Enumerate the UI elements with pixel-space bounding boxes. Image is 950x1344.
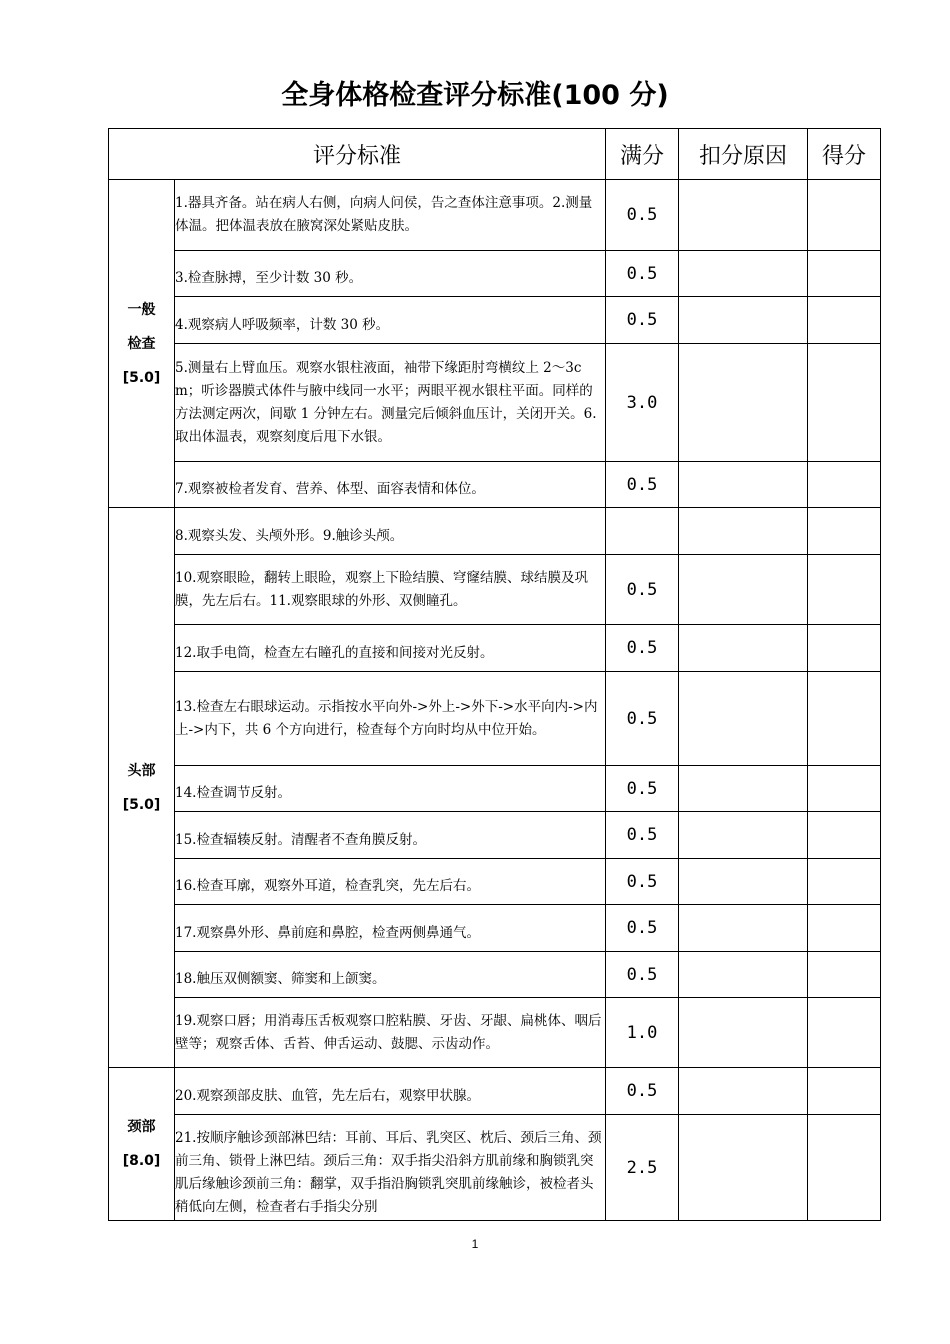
score-cell[interactable]: [808, 672, 881, 766]
score-cell[interactable]: [808, 1068, 881, 1115]
criteria-text: 18.触压双侧额窦、筛窦和上颌窦。: [175, 952, 606, 998]
deduction-reason-cell[interactable]: [679, 555, 808, 625]
deduction-reason-cell[interactable]: [679, 812, 808, 859]
deduction-reason-cell[interactable]: [679, 180, 808, 251]
full-score-cell: 0.5: [606, 859, 679, 905]
criteria-text: 13.检查左右眼球运动。示指按水平向外->外上->外下->水平向内->内上->内下，共 6 个方向进行，检查每个方向时均从中位开始。: [175, 672, 606, 766]
table-row: [109, 462, 881, 508]
table-row: [109, 672, 881, 766]
deduction-reason-cell[interactable]: [679, 462, 808, 508]
criteria-text: 15.检查辐辏反射。清醒者不查角膜反射。: [175, 812, 606, 859]
header-full-score: 满分: [606, 129, 679, 180]
section-points: [8.0]: [122, 1153, 161, 1169]
section-name-line2: 检查: [127, 335, 156, 352]
criteria-text: 19.观察口唇；用消毒压舌板观察口腔粘膜、牙齿、牙龈、扁桃体、咽后壁等；观察舌体、舌苔、伸舌运动、鼓腮、示齿动作。: [175, 998, 606, 1068]
score-cell[interactable]: [808, 766, 881, 812]
score-cell[interactable]: [808, 344, 881, 462]
score-cell[interactable]: [808, 905, 881, 952]
criteria-text: 20.观察颈部皮肤、血管，先左后右，观察甲状腺。: [175, 1068, 606, 1115]
table-row: [109, 344, 881, 462]
full-score-cell: 0.5: [606, 297, 679, 344]
full-score-cell: [606, 508, 679, 555]
deduction-reason-cell[interactable]: [679, 251, 808, 297]
criteria-text: 16.检查耳廓，观察外耳道，检查乳突，先左后右。: [175, 859, 606, 905]
table-row: [109, 1068, 881, 1115]
full-score-cell: 1.0: [606, 998, 679, 1068]
score-cell[interactable]: [808, 1115, 881, 1221]
deduction-reason-cell[interactable]: [679, 1115, 808, 1221]
criteria-text: 14.检查调节反射。: [175, 766, 606, 812]
score-cell[interactable]: [808, 998, 881, 1068]
score-cell[interactable]: [808, 508, 881, 555]
table-row: [109, 859, 881, 905]
full-score-cell: 2.5: [606, 1115, 679, 1221]
criteria-text: 12.取手电筒，检查左右瞳孔的直接和间接对光反射。: [175, 625, 606, 672]
table-row: [109, 555, 881, 625]
full-score-cell: 3.0: [606, 344, 679, 462]
deduction-reason-cell[interactable]: [679, 508, 808, 555]
criteria-text: 7.观察被检者发育、营养、体型、面容表情和体位。: [175, 462, 606, 508]
deduction-reason-cell[interactable]: [679, 998, 808, 1068]
full-score-cell: 0.5: [606, 555, 679, 625]
full-score-cell: 0.5: [606, 180, 679, 251]
full-score-cell: 0.5: [606, 905, 679, 952]
table-row: [109, 251, 881, 297]
deduction-reason-cell[interactable]: [679, 297, 808, 344]
page-number: 1: [471, 1237, 479, 1251]
section-name-line1: 一般: [127, 301, 156, 318]
criteria-text: 5.测量右上臂血压。观察水银柱液面，袖带下缘距肘弯横纹上 2～3cm；听诊器膜式体件与腋中线同一水平；两眼平视水银柱平面。同样的方法测定两次，间歇 1 分钟左右。测量完后倾斜血压计，关闭开关。6.取出体温表，观察刻度后甩下水银。: [175, 344, 606, 462]
criteria-text: 8.观察头发、头颅外形。9.触诊头颅。: [175, 508, 606, 555]
table-row: [109, 952, 881, 998]
table-row: [109, 998, 881, 1068]
score-cell[interactable]: [808, 251, 881, 297]
criteria-text: 3.检查脉搏，至少计数 30 秒。: [175, 251, 606, 297]
score-cell[interactable]: [808, 812, 881, 859]
criteria-text: 4.观察病人呼吸频率，计数 30 秒。: [175, 297, 606, 344]
section-general-label: [109, 180, 175, 508]
table-row: [109, 508, 881, 555]
score-cell[interactable]: [808, 297, 881, 344]
section-neck-label: [109, 1068, 175, 1221]
deduction-reason-cell[interactable]: [679, 672, 808, 766]
full-score-cell: 0.5: [606, 672, 679, 766]
table-row: [109, 1115, 881, 1221]
header-deduction-reason: 扣分原因: [679, 129, 808, 180]
deduction-reason-cell[interactable]: [679, 344, 808, 462]
score-cell[interactable]: [808, 462, 881, 508]
header-criteria: 评分标准: [109, 129, 606, 180]
deduction-reason-cell[interactable]: [679, 766, 808, 812]
full-score-cell: 0.5: [606, 812, 679, 859]
score-cell[interactable]: [808, 859, 881, 905]
full-score-cell: 0.5: [606, 1068, 679, 1115]
full-score-cell: 0.5: [606, 462, 679, 508]
section-points: [5.0]: [122, 796, 161, 813]
scoring-table: [108, 128, 881, 1221]
page-title: 全身体格检查评分标准(100 分): [281, 80, 669, 111]
criteria-text: 10.观察眼睑，翻转上眼睑，观察上下睑结膜、穹窿结膜、球结膜及巩膜，先左后右。11.观察眼球的外形、双侧瞳孔。: [175, 555, 606, 625]
score-cell[interactable]: [808, 555, 881, 625]
table-header-row: [109, 129, 881, 180]
table-row: [109, 766, 881, 812]
section-head-label: [109, 508, 175, 1068]
table-row: [109, 625, 881, 672]
full-score-cell: 0.5: [606, 952, 679, 998]
score-cell[interactable]: [808, 625, 881, 672]
table-row: [109, 297, 881, 344]
deduction-reason-cell[interactable]: [679, 1068, 808, 1115]
criteria-text: 1.器具齐备。站在病人右侧，向病人问侯，告之查体注意事项。2.测量体温。把体温表放在腋窝深处紧贴皮肤。: [175, 180, 606, 251]
criteria-text: 17.观察鼻外形、鼻前庭和鼻腔，检查两侧鼻通气。: [175, 905, 606, 952]
score-cell[interactable]: [808, 952, 881, 998]
section-name-line1: 头部: [127, 762, 156, 779]
table-row: [109, 905, 881, 952]
table-row: [109, 180, 881, 251]
deduction-reason-cell[interactable]: [679, 859, 808, 905]
header-score: 得分: [808, 129, 881, 180]
deduction-reason-cell[interactable]: [679, 625, 808, 672]
full-score-cell: 0.5: [606, 625, 679, 672]
criteria-text: 21.按顺序触诊颈部淋巴结：耳前、耳后、乳突区、枕后、颈后三角、颈前三角、锁骨上淋巴结。颈后三角：双手指尖沿斜方肌前缘和胸锁乳突肌后缘触诊颈前三角：翻掌，双手指沿胸锁乳突肌前缘触诊，被检者头稍低向左侧，检查者右手指尖分别: [175, 1115, 606, 1221]
score-cell[interactable]: [808, 180, 881, 251]
table-row: [109, 812, 881, 859]
section-name-line1: 颈部: [127, 1119, 156, 1135]
deduction-reason-cell[interactable]: [679, 905, 808, 952]
section-points: [5.0]: [122, 369, 161, 386]
full-score-cell: 0.5: [606, 251, 679, 297]
full-score-cell: 0.5: [606, 766, 679, 812]
deduction-reason-cell[interactable]: [679, 952, 808, 998]
